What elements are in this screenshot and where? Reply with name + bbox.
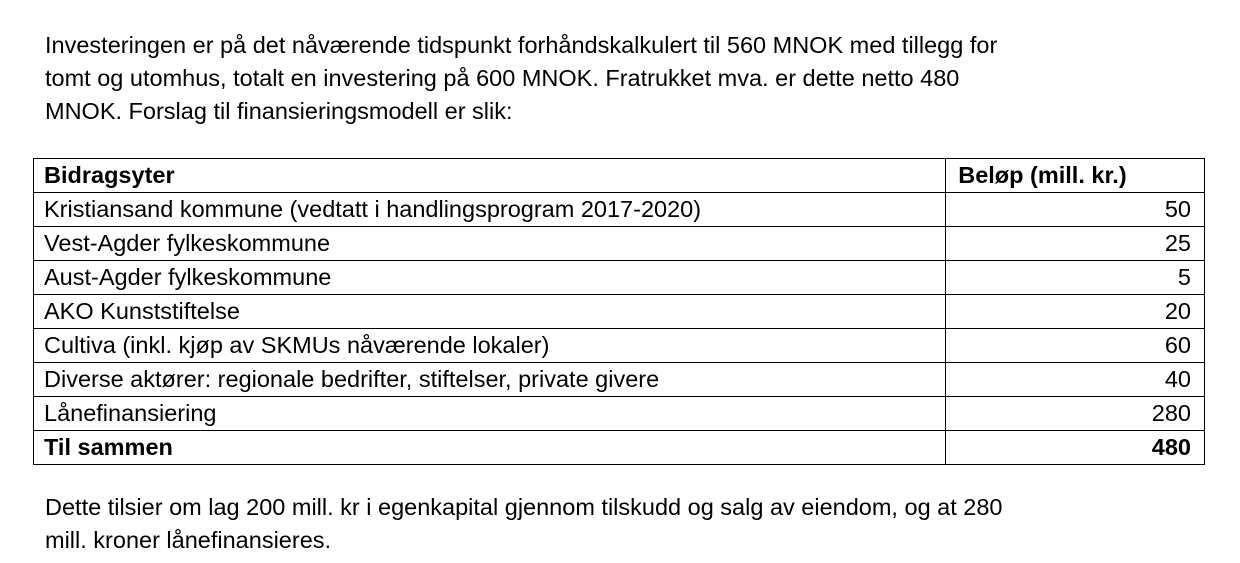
financing-table xyxy=(33,158,1205,465)
intro-paragraph xyxy=(45,29,1205,128)
table-row xyxy=(34,193,1205,227)
intro-line: MNOK. Forslag til finansieringsmodell er slik: xyxy=(45,98,513,124)
table-row xyxy=(34,363,1205,397)
row-amount: 280 xyxy=(946,397,1205,431)
intro-line: tomt og utomhus, totalt en investering på 600 MNOK. Fratrukket mva. er dette netto 480 xyxy=(45,65,960,91)
row-contributor: Aust-Agder fylkeskommune xyxy=(34,261,946,295)
row-amount: 5 xyxy=(946,261,1205,295)
table-row xyxy=(34,227,1205,261)
header-amount: Beløp (mill. kr.) xyxy=(946,159,1205,193)
row-contributor: Kristiansand kommune (vedtatt i handlingsprogram 2017-2020) xyxy=(34,193,946,227)
row-contributor: Vest-Agder fylkeskommune xyxy=(34,227,946,261)
row-contributor: Lånefinansiering xyxy=(34,397,946,431)
header-contributor: Bidragsyter xyxy=(34,159,946,193)
row-amount: 50 xyxy=(946,193,1205,227)
total-label: Til sammen xyxy=(34,431,946,465)
outro-line: mill. kroner lånefinansieres. xyxy=(45,527,332,553)
table-row xyxy=(34,295,1205,329)
row-contributor: AKO Kunststiftelse xyxy=(34,295,946,329)
table-header-row xyxy=(34,159,1205,193)
row-contributor: Diverse aktører: regionale bedrifter, stiftelser, private givere xyxy=(34,363,946,397)
row-contributor: Cultiva (inkl. kjøp av SKMUs nåværende lokaler) xyxy=(34,329,946,363)
table-row xyxy=(34,329,1205,363)
total-amount: 480 xyxy=(946,431,1205,465)
outro-line: Dette tilsier om lag 200 mill. kr i egenkapital gjennom tilskudd og salg av eiendom, og at 280 xyxy=(45,494,1003,520)
row-amount: 40 xyxy=(946,363,1205,397)
row-amount: 25 xyxy=(946,227,1205,261)
row-amount: 60 xyxy=(946,329,1205,363)
table-row xyxy=(34,397,1205,431)
row-amount: 20 xyxy=(946,295,1205,329)
intro-line: Investeringen er på det nåværende tidspunkt forhåndskalkulert til 560 MNOK med tillegg for xyxy=(45,32,998,58)
table-total-row xyxy=(34,431,1205,465)
outro-paragraph xyxy=(45,491,1205,557)
table-row xyxy=(34,261,1205,295)
